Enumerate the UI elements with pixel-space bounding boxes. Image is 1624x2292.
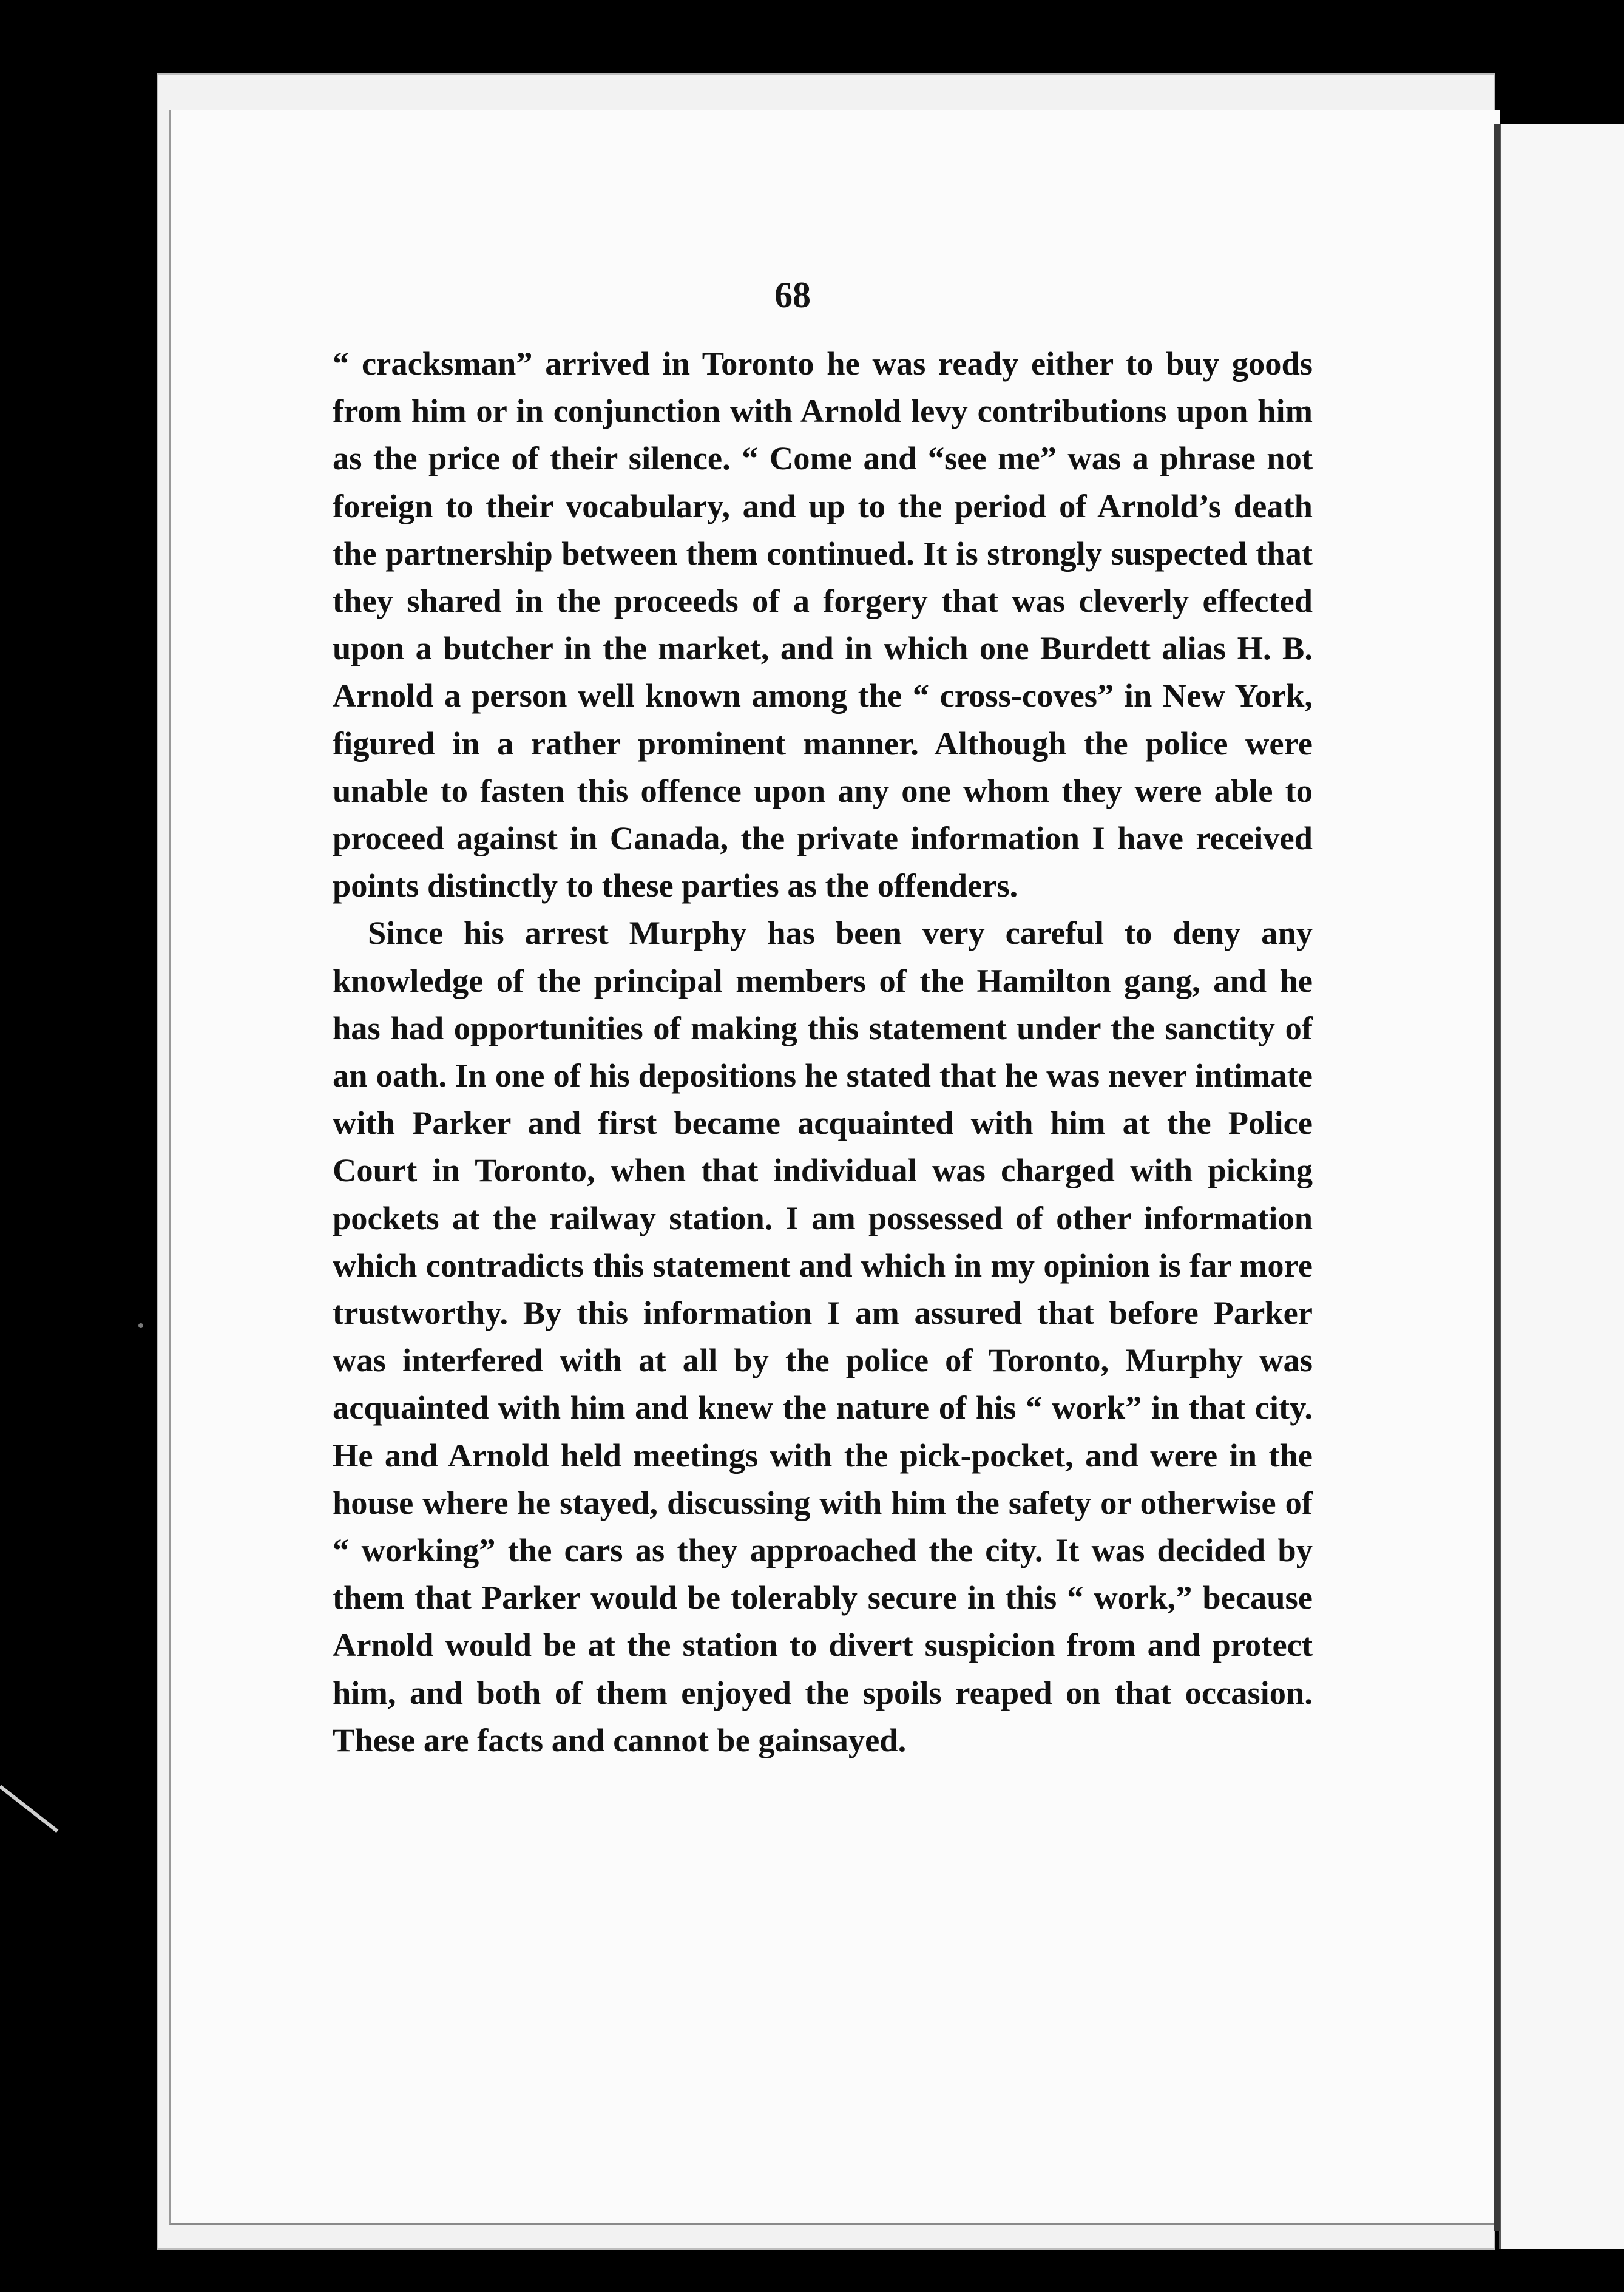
adjacent-page-edge [1499,124,1624,2249]
paragraph-1: “ cracksman” arrived in Toronto he was ready either to buy goods from him or in conjunction with Arnold levy contributions upon him as the price of their silence. “ Come and “see me” was a phrase not foreign to their vocabulary, and up to the period of Arnold’s death the partnership between them continued. It is strongly suspected that they shared in the proceeds of a forgery that was cleverly effected upon a butcher in the market, and in which one Burdett alias H. B. Arnold a person well known among the “ cross-coves” in New York, figured in a rather prominent manner. Although the police were unable to fasten this offence upon any one whom they were able to proceed against in Canada, the private information I have received points distinctly to these parties as the offenders. [333,345,1313,904]
scan-scratch [0,1785,58,1833]
page-number: 68 [774,275,811,315]
page-gutter-shadow [1494,124,1500,2231]
scan-speck [138,1323,143,1328]
body-text [333,340,1313,1764]
paragraph-2: Since his arrest Murphy has been very careful to deny any knowledge of the principal members of the Hamilton gang, and he has had opportunities of making this statement under the sanctity of an oath. In one of his depositions he stated that he was never intimate with Parker and first became acquainted with him at the Police Court in Toronto, when that individual was charged with picking pockets at the railway station. I am possessed of other information which contradicts this statement and which in my opinion is far more trustworthy. By this information I am assured that before Parker was interfered with at all by the police of Toronto, Murphy was acquainted with him and knew the nature of his “ work” in that city. He and Arnold held meetings with the pick-pocket, and were in the house where he stayed, discussing with him the safety or otherwise of “ working” the cars as they approached the city. It was decided by them that Parker would be tolerably secure in this “ work,” because Arnold would be at the station to divert suspicion from and protect him, and both of them enjoyed the spoils reaped on that occasion. These are facts and cannot be gainsayed. [333,914,1313,1758]
